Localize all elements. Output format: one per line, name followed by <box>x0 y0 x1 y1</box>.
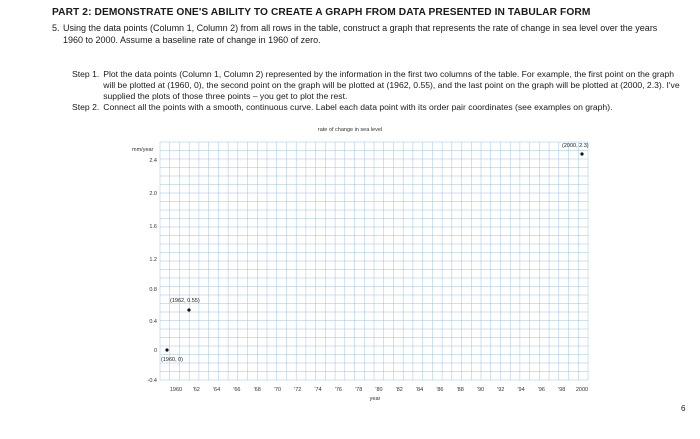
x-tick-label: '92 <box>497 387 505 393</box>
question-text: Using the data points (Column 1, Column 2) from all rows in the table, construct a graph that represents the rate of change in sea level over the years 1960 to 2000. Assume a baseline rate of change in 1960 of zero. <box>63 23 658 45</box>
chart-title: rate of change in sea level <box>317 127 383 133</box>
x-axis-label: year <box>369 396 381 402</box>
y-axis-label: mm/year <box>132 147 154 153</box>
y-tick-label: 1.2 <box>149 257 157 263</box>
question-number: 5. <box>52 23 60 33</box>
x-tick-label: '80 <box>375 387 383 393</box>
x-tick-label: 1960 <box>169 387 183 393</box>
x-tick-label: '90 <box>476 387 485 393</box>
data-point <box>165 348 168 351</box>
x-tick-label: 2000 <box>575 387 589 393</box>
x-tick-label: '76 <box>334 387 342 393</box>
step-2-text: Connect all the points with a smooth, continuous curve. Label each data point with its order pair coordinates (see examples on graph). <box>103 102 613 112</box>
x-tick-label: '74 <box>314 387 322 393</box>
x-tick-label: '96 <box>537 387 545 393</box>
y-tick-label: 2.0 <box>149 191 157 197</box>
x-tick-label: '86 <box>436 387 444 393</box>
y-tick-label: 0 <box>153 348 157 354</box>
x-tick-label: '66 <box>233 387 241 393</box>
x-tick-label: '88 <box>456 387 464 393</box>
page-number: 6 <box>681 404 686 413</box>
step-1-label: Step 1. <box>72 69 100 79</box>
x-tick-label: '98 <box>558 387 566 393</box>
data-point <box>580 152 583 155</box>
x-tick-label: '94 <box>517 387 525 393</box>
data-point-label: (1960, 0) <box>161 357 184 363</box>
x-tick-label: '68 <box>253 387 261 393</box>
x-tick-label: '62 <box>192 387 200 393</box>
section-heading: PART 2: DEMONSTRATE ONE'S ABILITY TO CREATE A GRAPH FROM DATA PRESENTED IN TABULAR FORM <box>52 7 591 18</box>
x-tick-label: '82 <box>395 387 403 393</box>
x-tick-label: '78 <box>355 387 363 393</box>
data-point <box>187 308 190 311</box>
step-2-label: Step 2. <box>72 102 100 112</box>
step-1-text: Plot the data points (Column 1, Column 2) represented by the information in the first two columns of the table. For example, the first point on the graph will be plotted at (1960, 0), the second point on the graph will be plotted at (1962, 0.55), and the last point on the graph will be plotted at (2000, 2.3). I've supplied the plots of those three points – you get to plot the rest. <box>103 69 680 101</box>
data-point-label: (1962, 0.55) <box>170 298 200 304</box>
y-tick-label: 0.8 <box>149 287 157 293</box>
x-tick-label: '64 <box>213 387 221 393</box>
y-tick-label: 2.4 <box>149 158 157 164</box>
data-point-label: (2000, 2.3) <box>562 143 589 149</box>
y-tick-label: 1.6 <box>149 224 157 230</box>
x-tick-label: '84 <box>416 387 424 393</box>
y-tick-label: 0.4 <box>149 319 157 325</box>
y-tick-label: -0.4 <box>147 378 157 384</box>
x-tick-label: '72 <box>294 387 302 393</box>
x-tick-label: '70 <box>273 387 282 393</box>
